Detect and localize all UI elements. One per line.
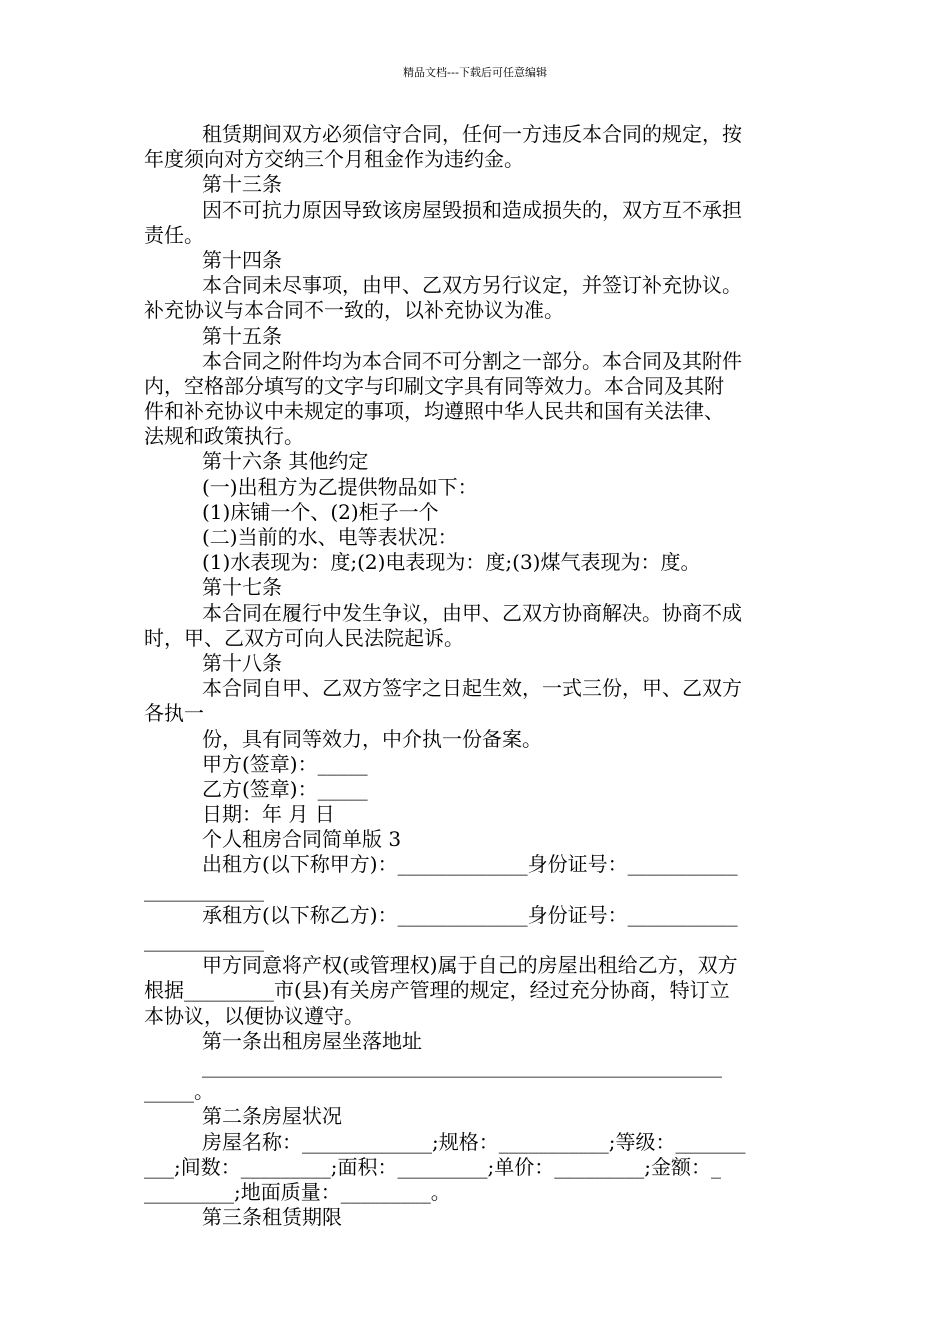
text-line: 乙方(签章)：_____ bbox=[202, 776, 368, 801]
text-line: 因不可抗力原因导致该房屋毁损和造成损失的，双方互不承担 bbox=[202, 197, 742, 222]
text-line: 第十四条 bbox=[202, 247, 282, 272]
text-line: 出租方(以下称甲方)：_____________身份证号：___________ bbox=[202, 852, 738, 877]
text-line: 房屋名称：_____________;规格：___________;等级：_______ bbox=[202, 1129, 746, 1154]
text-line: 甲方(签章)：_____ bbox=[202, 751, 368, 776]
text-line: 本合同之附件均为本合同不可分割之一部分。本合同及其附件 bbox=[202, 348, 742, 373]
text-line: ____________ bbox=[144, 877, 264, 902]
text-line: 个人租房合同简单版 3 bbox=[202, 827, 402, 852]
text-line: (一)出租方为乙提供物品如下： bbox=[202, 474, 478, 499]
text-line: 第三条租赁期限 bbox=[202, 1205, 342, 1230]
text-line: ____________________________________________________ bbox=[202, 1053, 722, 1078]
text-line: (1)床铺一个、(2)柜子一个 bbox=[202, 499, 439, 524]
text-line: ____________ bbox=[144, 928, 264, 952]
text-line: 第十三条 bbox=[202, 172, 282, 197]
text-line: 本合同在履行中发生争议，由甲、乙双方协商解决。协商不成 bbox=[202, 600, 742, 625]
text-line: 责任。 bbox=[144, 222, 204, 247]
text-line: _________;地面质量：_________。 bbox=[144, 1179, 451, 1204]
text-line: ___;间数：_________;面积：_________;单价：_________;金额：_ bbox=[144, 1154, 721, 1179]
document-body bbox=[144, 122, 808, 1230]
text-line: 内，空格部分填写的文字与印刷文字具有同等效力。本合同及其附 bbox=[144, 373, 724, 398]
text-line: 第十六条 其他约定 bbox=[202, 449, 369, 474]
text-line: 第二条房屋状况 bbox=[202, 1104, 342, 1129]
text-line: (二)当前的水、电等表状况： bbox=[202, 525, 458, 549]
text-line: _____。 bbox=[144, 1079, 214, 1104]
text-line: 根据_________市(县)有关房产管理的规定，经过充分协商，特订立 bbox=[144, 978, 730, 1003]
page-header: 精品文档---下载后可任意编辑 bbox=[403, 66, 547, 79]
text-line: 第一条出租房屋坐落地址 bbox=[202, 1028, 422, 1053]
text-line: 日期：年 月 日 bbox=[202, 802, 335, 827]
text-line: 第十五条 bbox=[202, 323, 282, 348]
text-line: 本合同自甲、乙双方签字之日起生效，一式三份，甲、乙双方 bbox=[202, 676, 742, 701]
text-line: (1)水表现为：度;(2)电表现为：度;(3)煤气表现为：度。 bbox=[202, 550, 701, 575]
text-line: 年度须向对方交纳三个月租金作为违约金。 bbox=[144, 147, 524, 172]
text-line: 本协议，以便协议遵守。 bbox=[144, 1003, 364, 1028]
text-line: 第十八条 bbox=[202, 650, 282, 675]
text-line: 件和补充协议中未规定的事项，均遵照中华人民共和国有关法律、 bbox=[144, 399, 724, 424]
text-line: 甲方同意将产权(或管理权)属于自己的房屋出租给乙方，双方 bbox=[202, 953, 738, 978]
text-line: 第十七条 bbox=[202, 575, 282, 600]
text-line: 份，具有同等效力，中介执一份备案。 bbox=[202, 726, 542, 751]
text-line: 各执一 bbox=[144, 701, 204, 726]
text-line: 时，甲、乙双方可向人民法院起诉。 bbox=[144, 625, 464, 650]
text-line: 法规和政策执行。 bbox=[144, 424, 304, 449]
text-line: 本合同未尽事项，由甲、乙双方另行议定，并签订补充协议。 bbox=[202, 273, 742, 298]
text-line: 承租方(以下称乙方)：_____________身份证号：___________ bbox=[202, 902, 738, 927]
text-line: 租赁期间双方必须信守合同，任何一方违反本合同的规定，按 bbox=[202, 122, 742, 146]
text-line: 补充协议与本合同不一致的，以补充协议为准。 bbox=[144, 298, 564, 323]
